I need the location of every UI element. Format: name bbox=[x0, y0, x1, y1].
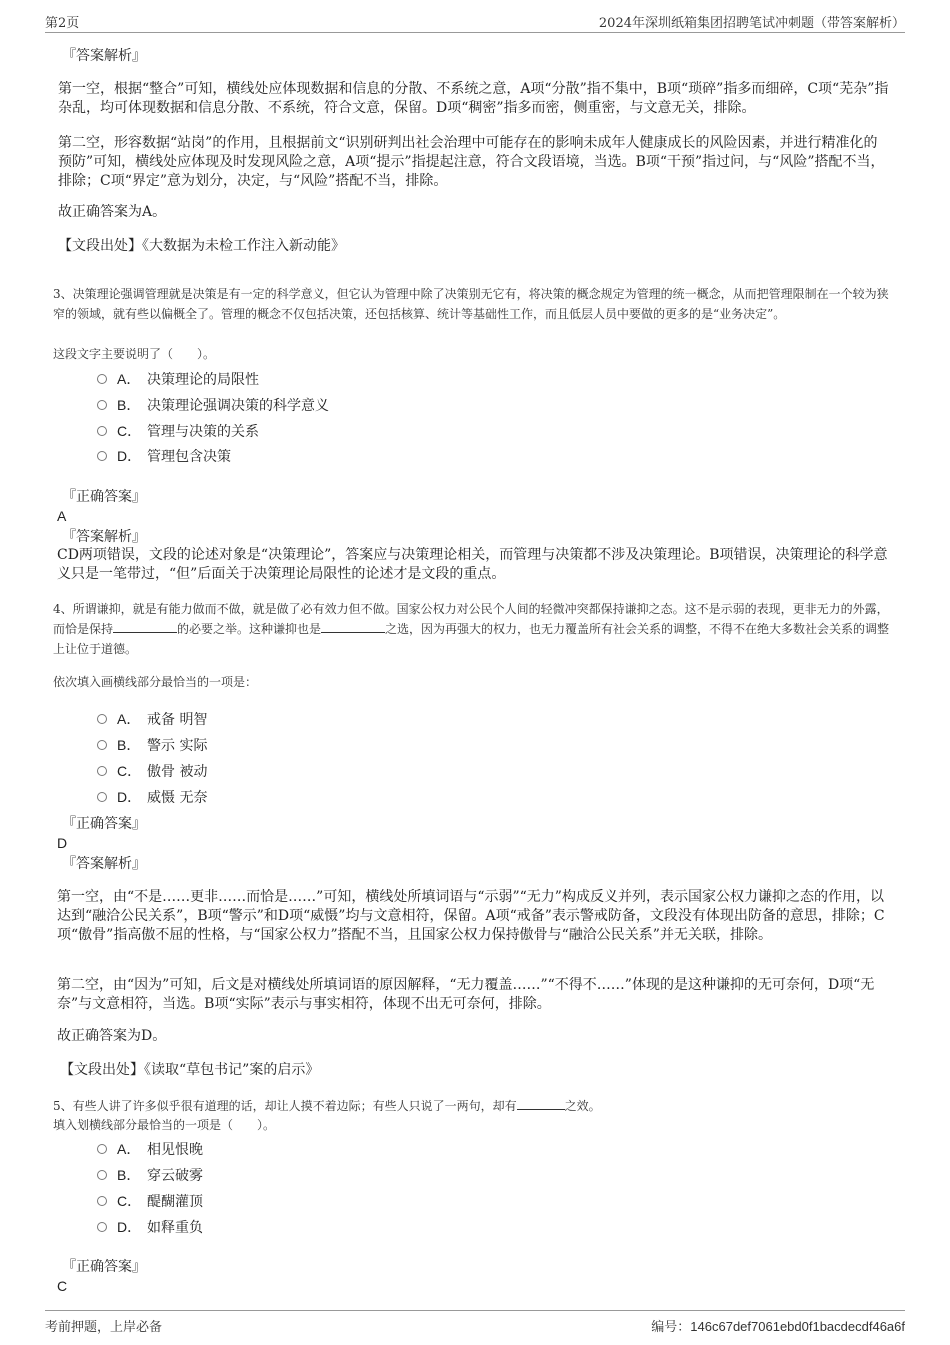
q4-blank-2 bbox=[321, 620, 385, 633]
q5-prompt: 填入划横线部分最恰当的一项是（ ）。 bbox=[53, 1118, 276, 1132]
q3-answer: A bbox=[57, 508, 67, 524]
document-code: 编号：146c67def7061ebd0f1bacdecdf46a6f bbox=[651, 1319, 905, 1334]
q4-source: 【文段出处】《读取“草包书记”案的启示》 bbox=[60, 1062, 320, 1078]
radio-icon[interactable] bbox=[97, 1144, 107, 1154]
radio-icon[interactable] bbox=[97, 714, 107, 724]
page-footer bbox=[45, 1310, 905, 1337]
q5-option-a[interactable]: A． 相见恨晚 bbox=[97, 1140, 203, 1159]
q2-conclusion: 故正确答案为A。 bbox=[58, 204, 167, 220]
q4-option-c[interactable]: C． 傲骨 被动 bbox=[97, 762, 207, 781]
page-number: 第2页 bbox=[45, 16, 80, 31]
q5-answer-title: 『正确答案』 bbox=[62, 1259, 146, 1275]
q2-analysis-paragraph-1: 第一空，根据“整合”可知，横线处应体现数据和信息的分散、不系统之意，A项“分散”指不集中，B项“琐碎”指多而细碎，C项“芜杂”指杂乱，均可体现数据和信息分散、不系统，符合文意，保留。D项“稠密”指多而密，侧重密，与文意无关，排除。 bbox=[58, 81, 889, 116]
q3-option-c[interactable]: C． 管理与决策的关系 bbox=[97, 422, 259, 441]
radio-icon[interactable] bbox=[97, 1196, 107, 1206]
radio-icon[interactable] bbox=[97, 451, 107, 461]
q4-option-a[interactable]: A． 戒备 明智 bbox=[97, 710, 207, 729]
radio-icon[interactable] bbox=[97, 374, 107, 384]
q3-analysis-title: 『答案解析』 bbox=[62, 529, 146, 545]
q4-answer-title: 『正确答案』 bbox=[62, 816, 146, 832]
q2-source: 【文段出处】《大数据为未检工作注入新动能》 bbox=[58, 238, 345, 254]
footer-slogan: 考前押题，上岸必备 bbox=[45, 1320, 163, 1335]
q4-blank-1 bbox=[113, 620, 177, 633]
q5-answer: C bbox=[57, 1278, 68, 1294]
q3-prompt: 这段文字主要说明了（ ）。 bbox=[53, 347, 216, 361]
q5-blank bbox=[517, 1097, 565, 1110]
q4-analysis-paragraph-2: 第二空，由“因为”可知，后文是对横线处所填词语的原因解释，“无力覆盖……”“不得不……”体现的是这种谦抑的无可奈何，D项“无奈”与文意相符，当选。B项“实际”表示与事实相符，体现不出无可奈何，排除。 bbox=[57, 977, 875, 1012]
q5-option-b[interactable]: B． 穿云破雾 bbox=[97, 1166, 203, 1185]
page-header bbox=[45, 10, 905, 33]
q5-option-d[interactable]: D． 如释重负 bbox=[97, 1218, 203, 1237]
q3-option-d[interactable]: D． 管理包含决策 bbox=[97, 447, 231, 466]
q3-analysis: CD两项错误，文段的论述对象是“决策理论”，答案应与决策理论相关，而管理与决策都不涉及决策理论。B项错误，决策理论的科学意义只是一笔带过，“但”后面关于决策理论局限性的论述才是文段的重点。 bbox=[57, 547, 888, 582]
q4-conclusion: 故正确答案为D。 bbox=[57, 1028, 167, 1044]
radio-icon[interactable] bbox=[97, 766, 107, 776]
document-title: 2024年深圳纸箱集团招聘笔试冲刺题（带答案解析） bbox=[598, 16, 905, 31]
q4-analysis-title: 『答案解析』 bbox=[62, 856, 146, 872]
radio-icon[interactable] bbox=[97, 792, 107, 802]
radio-icon[interactable] bbox=[97, 1170, 107, 1180]
q3-stem: 3、决策理论强调管理就是决策是有一定的科学意义，但它认为管理中除了决策别无它有，将决策的概念规定为管理的统一概念，从而把管理限制在一个较为狭窄的领域，就有些以偏概全了。管理的概念不仅包括决策，还包括核算、统计等基础性工作，而且低层人员中要做的更多的是“业务决定”。 bbox=[53, 287, 889, 321]
q4-option-b[interactable]: B． 警示 实际 bbox=[97, 736, 207, 755]
q4-analysis-paragraph-1: 第一空，由“不是……更非……而恰是……”可知，横线处所填词语与“示弱”“无力”构成反义并列，表示国家公权力谦抑之态的作用，以达到“融洽公民关系”，B项“警示”和D项“威慑”均与文意相符，保留。A项“戒备”表示警戒防备，文段没有体现出防备的意思，排除；C项“傲骨”指高傲不屈的性格，与“国家公权力”搭配不当，且国家公权力保持傲骨与“融洽公民关系”并无关联，排除。 bbox=[57, 889, 885, 943]
q2-analysis-title: 『答案解析』 bbox=[62, 48, 146, 64]
radio-icon[interactable] bbox=[97, 400, 107, 410]
q4-prompt: 依次填入画横线部分最恰当的一项是： bbox=[53, 675, 258, 689]
q3-option-b[interactable]: B． 决策理论强调决策的科学意义 bbox=[97, 396, 329, 415]
q3-answer-title: 『正确答案』 bbox=[62, 489, 146, 505]
q4-option-d[interactable]: D． 威慑 无奈 bbox=[97, 788, 207, 807]
q5-option-c[interactable]: C． 醍醐灌顶 bbox=[97, 1192, 203, 1211]
radio-icon[interactable] bbox=[97, 426, 107, 436]
q4-answer: D bbox=[57, 835, 68, 851]
q4-stem: 4、所谓谦抑，就是有能力做而不做，就是做了必有效力但不做。国家公权力对公民个人间的轻微冲突都保持谦抑之态。这不是示弱的表现，更非无力的外露，而恰是保持 的必要之举。这种谦抑也是 之选，因为再强大的权力，也无力覆盖所有社会关系的调整，不得不在绝大多数社会关系的调整上让位于道德。 bbox=[53, 602, 890, 656]
q3-option-a[interactable]: A． 决策理论的局限性 bbox=[97, 370, 259, 389]
radio-icon[interactable] bbox=[97, 1222, 107, 1232]
radio-icon[interactable] bbox=[97, 740, 107, 750]
q5-stem: 5、有些人讲了许多似乎很有道理的话，却让人摸不着边际；有些人只说了一两句，却有 之效。 bbox=[53, 1099, 601, 1113]
q2-analysis-paragraph-2: 第二空，形容数据“站岗”的作用，且根据前文“识别研判出社会治理中可能存在的影响未成年人健康成长的风险因素，并进行精准化的预防”可知，横线处应体现及时发现风险之意，A项“提示”指提起注意，符合文段语境，当选。B项“干预”指过问，与“风险”搭配不当，排除；C项“界定”意为划分，决定，与“风险”搭配不当，排除。 bbox=[58, 135, 885, 189]
